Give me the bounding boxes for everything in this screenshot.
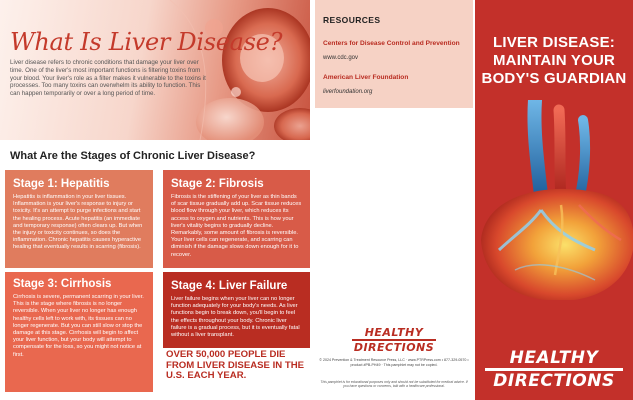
cover-title-line-3: BODY'S GUARDIAN <box>481 70 627 87</box>
statistic-banner: OVER 50,000 PEOPLE DIE FROM LIVER DISEASE IN THE U.S. EACH YEAR. <box>166 349 305 382</box>
stage-4-box <box>163 272 310 348</box>
cover-brand-line-2: DIRECTIONS <box>493 371 615 391</box>
stage-4-title: Stage 4: Liver Failure <box>171 280 288 292</box>
cover-title <box>475 34 633 88</box>
stage-4-text: Liver failure begins when your liver can no longer function adequately for your body's needs. As liver functions begin to break down, you'll begin to feel the effects throughout your body. Chronic liver failure is a gradual process, but it is eventually fatal without a liver transplant. <box>171 296 300 339</box>
hero-intro-text: Liver disease refers to chronic conditions that damage your liver over time. One of the liver's most important functions is filtering toxins from your blood. Your liver's role as a filter makes it vulnerable to the toxins it processes. Too many toxins can overwhelm its ability to function. This can happen temporarily or over a long period of time. <box>10 59 206 98</box>
logo-line-1: HEALTHY <box>364 326 424 339</box>
resources-title: RESOURCES <box>323 15 381 25</box>
resource-org-alf: American Liver Foundation <box>323 74 409 81</box>
stage-3-box <box>5 272 153 392</box>
liver-illustration <box>475 100 633 345</box>
hero-title: What Is Liver Disease? <box>10 28 283 56</box>
cover-brand-logo <box>475 350 633 389</box>
stage-3-title: Stage 3: Cirrhosis <box>13 278 112 290</box>
stage-1-box <box>5 170 153 268</box>
resource-url-cdc[interactable]: www.cdc.gov <box>323 55 359 61</box>
stage-2-title: Stage 2: Fibrosis <box>171 178 264 190</box>
cover-panel <box>475 0 633 400</box>
inside-middle-panel <box>315 0 473 400</box>
cover-title-line-2: MAINTAIN YOUR <box>492 52 616 69</box>
logo-line-2: DIRECTIONS <box>353 341 435 354</box>
stage-3-text: Cirrhosis is severe, permanent scarring in your liver. This is the stage where fibrosis is no longer reversible. When your liver no longer has enough healthy cells left to work with, its tissues can no longer regenerate. But you can still slow or stop the damage at this stage. Cirrhosis will begin to affect your liver function, but your body will attempt to compensate for the loss, so you might not notice at first. <box>13 294 144 358</box>
copyright-text: © 2024 Prevention & Treatment Resource Press, LLC · www.PTRPress.com • 877-329-0570 • product #PB-PH49 · This pamphlet may not be copied. <box>319 358 469 367</box>
stages-heading: What Are the Stages of Chronic Liver Disease? <box>10 150 256 162</box>
cover-brand-line-1: HEALTHY <box>509 348 599 368</box>
disclaimer-text: This pamphlet is for educational purposes only and should not be substituted for medical advice. If you have questions or concerns, talk with a healthcare professional. <box>320 380 468 389</box>
stage-1-text: Hepatitis is inflammation in your liver tissues. Inflammation is your liver's response to injury or toxicity. It's an attempt to purge infections and start the healing process. Acute hepatitis (an immediate and temporary response) often clears up. But when the injury or toxicity continues, so does the inflammation. Chronic hepatitis causes hyperactive healing that eventually results in scarring (fibrosis). <box>13 194 143 251</box>
stage-2-box <box>163 170 310 268</box>
inside-left-panel <box>0 0 310 400</box>
cover-title-line-1: LIVER DISEASE: <box>493 34 615 51</box>
stage-2-text: Fibrosis is the stiffening of your liver as thin bands of scar tissue gradually add up. Scar tissue reduces blood flow through your liver, which reduces its access to oxygen and nutrients. This is how your liver's vitality begins to gradually decline. Remarkably, some amount of fibrosis is reversible. Your liver cells can regenerate, and scarring can diminish if the damage slows down enough for it to recover. <box>171 194 302 258</box>
resource-org-cdc: Centers for Disease Control and Prevention <box>323 40 460 47</box>
resource-url-alf[interactable]: liverfoundation.org <box>323 89 373 95</box>
stage-1-title: Stage 1: Hepatitis <box>13 178 110 190</box>
healthy-directions-logo <box>352 327 436 353</box>
resources-section <box>315 0 473 108</box>
hero-section <box>0 0 310 140</box>
